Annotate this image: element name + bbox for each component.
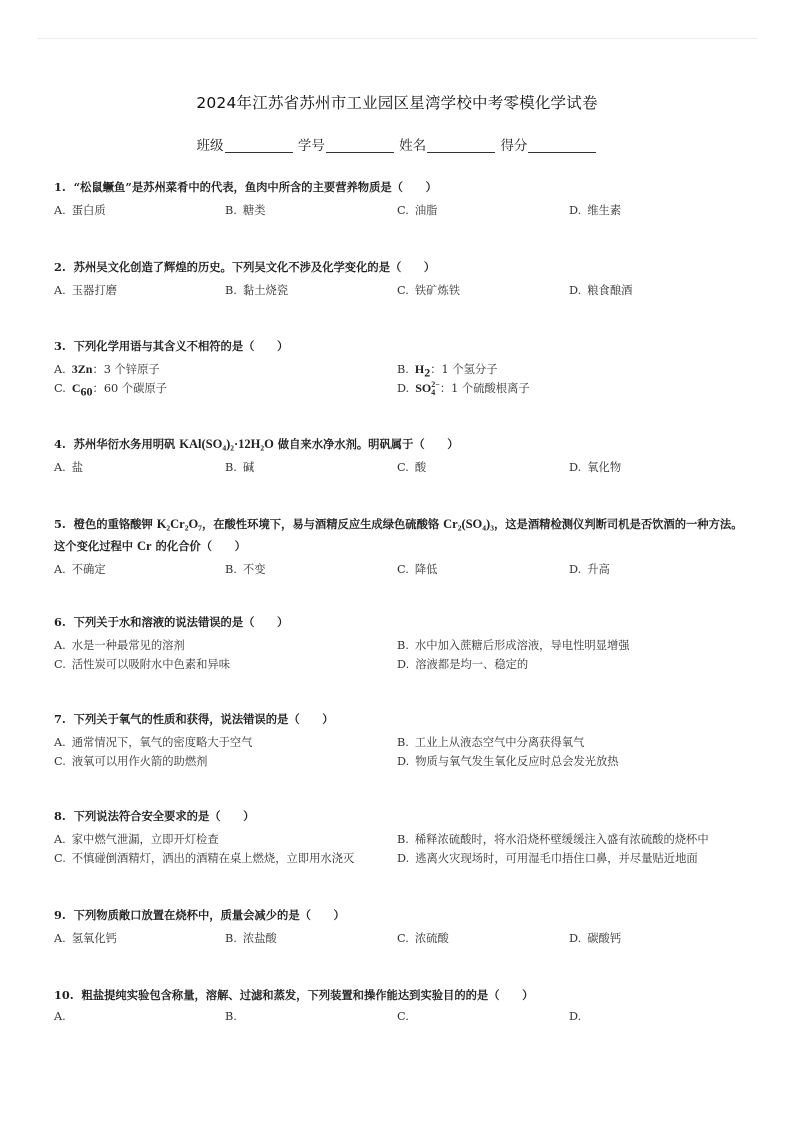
option-d[interactable]: D. 氧化物 (569, 461, 622, 474)
option-b[interactable]: B. 不变 (225, 563, 266, 576)
question-stem: 5. 橙色的重铬酸钾 K₂Cr₂O₇，在酸性环境下，易与酒精反应生成绿色硫酸铬 Cr₂(SO₄)₃，这是酒精检测仪判断司机是否饮酒的一种方法。这个变化过程中 Cr 的化合价（ ） (54, 517, 743, 553)
question-stem: 9. 下列物质敞口放置在烧杯中，质量会减少的是（ ） (54, 908, 345, 922)
chemical-formula: Cr (137, 539, 152, 553)
option-a[interactable]: A. 通常情况下，氧气的密度略大于空气 (54, 736, 253, 749)
option-d[interactable]: D. SO 2− 4 ：1 个硫酸根离子 (397, 380, 530, 397)
student-number-blank[interactable] (326, 138, 394, 153)
question-stem: 8. 下列说法符合安全要求的是（ ） (54, 809, 255, 823)
question-3 (54, 335, 744, 399)
question-2 (54, 256, 744, 297)
question-stem: 3. 下列化学用语与其含义不相符的是（ ） (54, 339, 289, 353)
question-8 (54, 805, 744, 865)
option-c[interactable]: C. 铁矿炼铁 (397, 284, 461, 297)
question-stem: 1. “松鼠鳜鱼”是苏州菜肴中的代表，鱼肉中所含的主要营养物质是（ ） (54, 180, 437, 194)
option-c[interactable]: C. (397, 1010, 409, 1023)
option-d[interactable]: D. 升高 (569, 563, 610, 576)
option-b[interactable]: B. (225, 1010, 237, 1023)
top-divider (37, 38, 757, 39)
chemical-formula: Cr₂(SO₄)₃ (443, 517, 494, 531)
question-5 (54, 513, 744, 576)
question-7 (54, 708, 744, 768)
chemical-formula: K₂Cr₂O₇ (156, 517, 202, 531)
option-a[interactable]: A. 3Zn：3 个锌原子 (54, 362, 160, 376)
option-b[interactable]: B. 水中加入蔗糖后形成溶液，导电性明显增强 (397, 639, 630, 652)
option-c[interactable]: C. 液氧可以用作火箭的助燃剂 (54, 755, 208, 768)
student-info-line (0, 134, 794, 154)
option-a[interactable]: A. 玉器打磨 (54, 284, 117, 297)
score-label: 得分 (500, 138, 528, 154)
option-d[interactable]: D. 碳酸钙 (569, 932, 622, 945)
option-c[interactable]: C. $C_{60}$：60 个碳原子 (54, 381, 167, 399)
option-b[interactable]: B. 黏土烧瓷 (225, 284, 289, 297)
chemical-formula: KAl(SO₄)₂·12H₂O (179, 437, 274, 451)
option-c[interactable]: C. 浓硫酸 (397, 932, 449, 945)
student-number-label: 学号 (297, 138, 325, 154)
option-a[interactable]: A. 蛋白质 (54, 204, 106, 217)
option-d[interactable]: D. 逃离火灾现场时，可用湿毛巾捂住口鼻，并尽量贴近地面 (397, 852, 698, 865)
option-b[interactable]: B. 浓盐酸 (225, 932, 277, 945)
option-d[interactable]: D. 溶液都是均一、稳定的 (397, 658, 529, 671)
option-c[interactable]: C. 油脂 (397, 204, 438, 217)
question-stem: 2. 苏州吴文化创造了辉煌的历史。下列吴文化不涉及化学变化的是（ ） (54, 260, 436, 274)
score-blank[interactable] (528, 138, 596, 153)
page-title: 2024年江苏省苏州市工业园区星湾学校中考零模化学试卷 (196, 94, 598, 112)
question-stem: 4. 苏州华衍水务用明矾 KAl(SO₄)₂·12H₂O 做自来水净水剂。明矾属于（ ） (54, 437, 459, 451)
option-a[interactable]: A. 不确定 (54, 563, 106, 576)
option-c[interactable]: C. 活性炭可以吸附水中色素和异味 (54, 658, 231, 671)
option-b[interactable]: B. 碱 (225, 461, 255, 474)
question-stem: 6. 下列关于水和溶液的说法错误的是（ ） (54, 615, 289, 629)
option-b[interactable]: B. 工业上从液态空气中分离获得氧气 (397, 736, 585, 749)
class-label: 班级 (196, 138, 224, 154)
option-d[interactable]: D. 粮食酿酒 (569, 284, 633, 297)
option-d[interactable]: D. (569, 1010, 582, 1023)
option-a[interactable]: A. 盐 (54, 461, 84, 474)
option-c[interactable]: C. 酸 (397, 461, 427, 474)
question-stem: 10. 粗盐提纯实验包含称量，溶解、过滤和蒸发，下列装置和操作能达到实验目的的是（ ） (54, 988, 534, 1002)
class-blank[interactable] (225, 138, 293, 153)
option-b[interactable]: B. $H_2$：1 个氢分子 (397, 362, 498, 380)
question-9 (54, 904, 744, 945)
option-b[interactable]: B. 糖类 (225, 204, 266, 217)
option-a[interactable]: A. 家中燃气泄漏，立即开灯检查 (54, 833, 219, 846)
question-4 (54, 433, 744, 474)
question-10 (54, 984, 744, 1023)
name-label: 姓名 (399, 138, 427, 154)
option-b[interactable]: B. 稀释浓硫酸时，将水沿烧杯壁缓缓注入盛有浓硫酸的烧杯中 (397, 833, 709, 846)
name-blank[interactable] (427, 138, 495, 153)
option-d[interactable]: D. 物质与氧气发生氧化反应时总会发光放热 (397, 755, 619, 768)
option-d[interactable]: D. 维生素 (569, 204, 622, 217)
question-1 (54, 176, 744, 217)
option-a[interactable]: A. (54, 1010, 66, 1023)
question-6 (54, 611, 744, 671)
option-a[interactable]: A. 水是一种最常见的溶剂 (54, 639, 185, 652)
question-stem: 7. 下列关于氧气的性质和获得，说法错误的是（ ） (54, 712, 334, 726)
option-c[interactable]: C. 降低 (397, 563, 438, 576)
option-c[interactable]: C. 不慎碰倒酒精灯，洒出的酒精在桌上燃烧，立即用水浇灭 (54, 852, 355, 865)
option-a[interactable]: A. 氢氧化钙 (54, 932, 117, 945)
